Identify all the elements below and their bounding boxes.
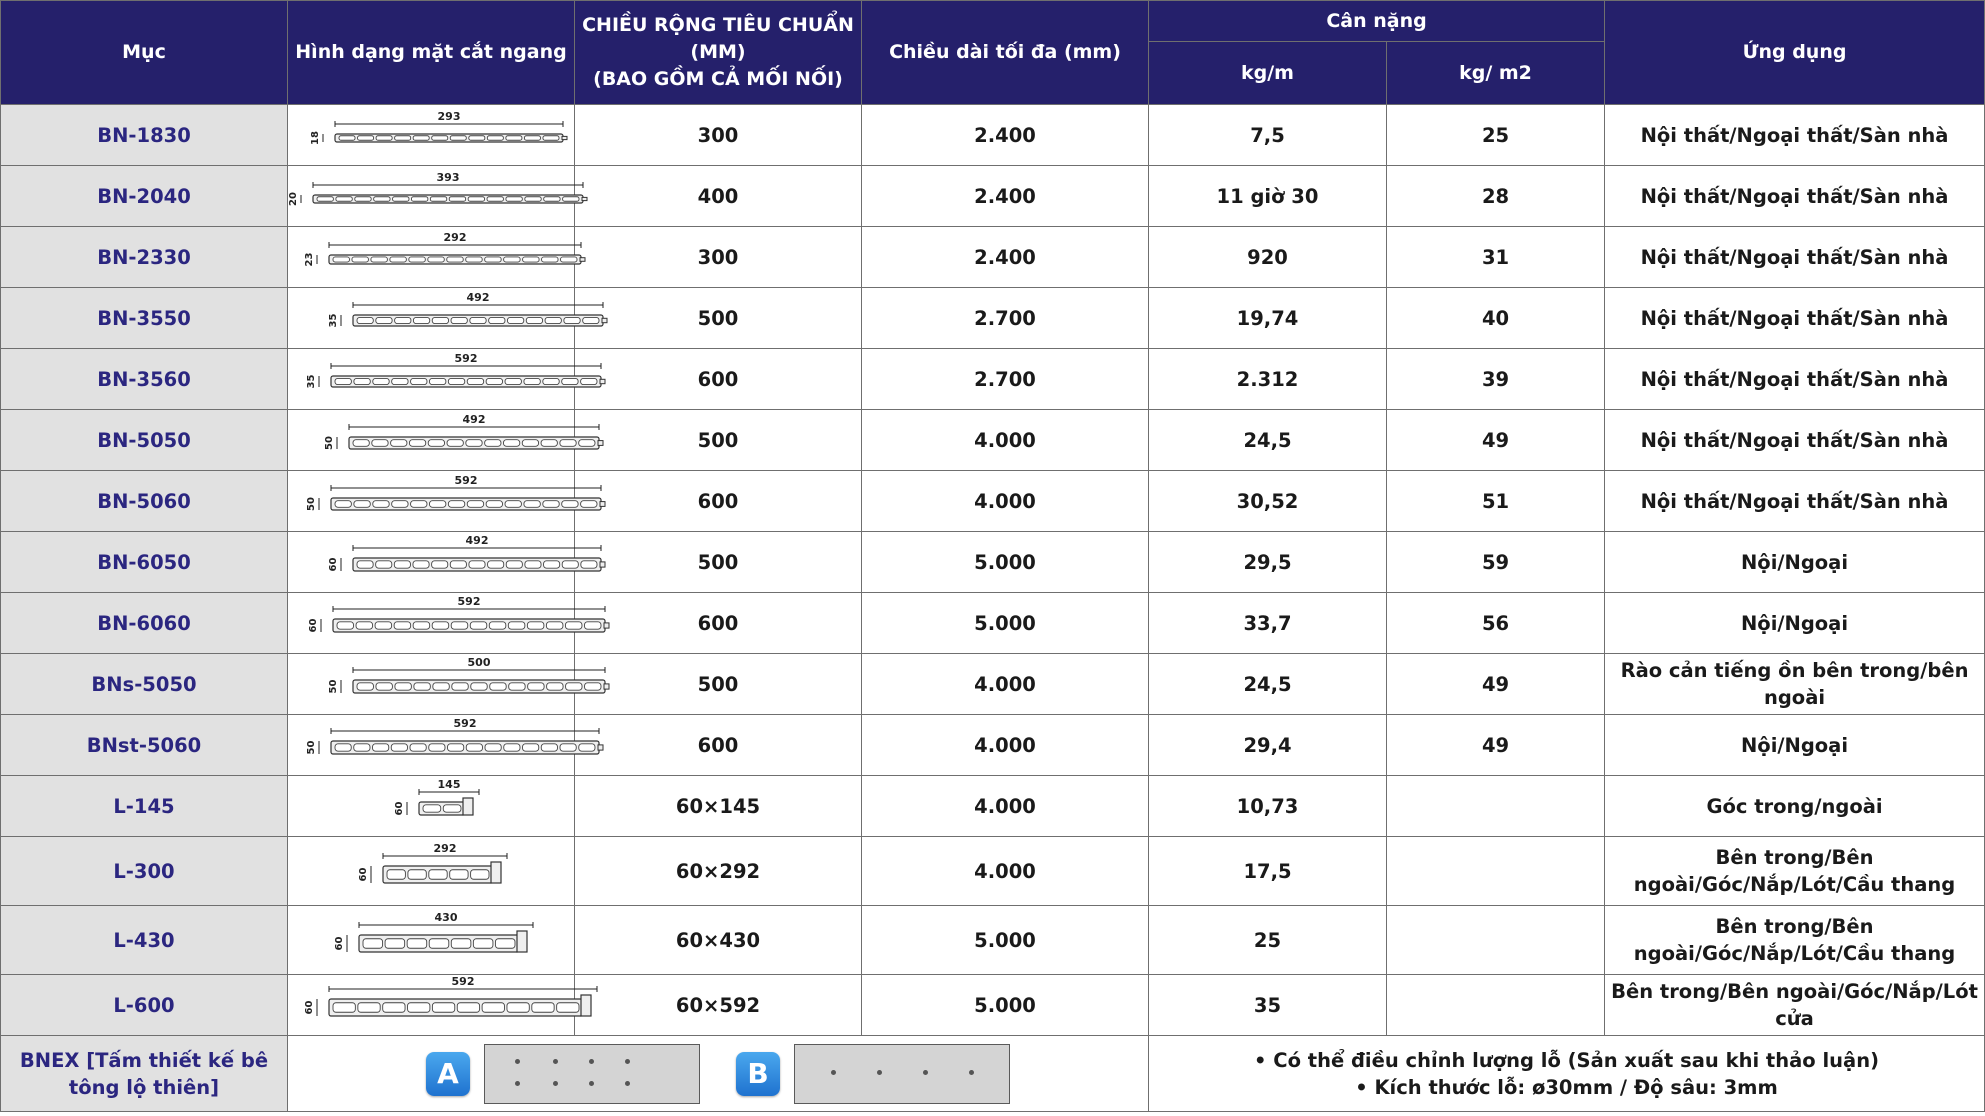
row-kgm: 11 giờ 30 (1149, 166, 1387, 227)
table-row (1, 227, 1985, 288)
row-application: Bên trong/Bên ngoài/Góc/Nắp/Lót/Cầu thang (1605, 906, 1985, 975)
dim-height-label: 60 (358, 867, 369, 882)
dim-height-label: 50 (324, 436, 335, 450)
cross-section-icon (291, 289, 571, 347)
dim-width-label: 292 (443, 231, 467, 244)
row-length: 4.000 (862, 410, 1149, 471)
row-kgm2 (1387, 776, 1605, 837)
row-kgm: 17,5 (1149, 837, 1387, 906)
dim-height-label: 18 (310, 131, 321, 145)
badge-a-icon: A (426, 1052, 470, 1096)
table-row (1, 654, 1985, 715)
hole-dot (553, 1081, 558, 1086)
table-row (1, 715, 1985, 776)
bnex-note-2: • Kích thước lỗ: ø30mm / Độ sâu: 3mm (1355, 1075, 1778, 1099)
dim-width-label: 292 (433, 842, 457, 855)
panel-a-pattern (484, 1044, 700, 1104)
row-application: Nội thất/Ngoại thất/Sàn nhà (1605, 227, 1985, 288)
dim-width-label: 500 (467, 656, 491, 669)
row-code: BN-1830 (1, 105, 288, 166)
panel-a-group (426, 1044, 700, 1104)
row-shape (288, 837, 575, 906)
row-length: 2.400 (862, 227, 1149, 288)
row-kgm: 19,74 (1149, 288, 1387, 349)
row-length: 5.000 (862, 532, 1149, 593)
dim-height-label: 20 (288, 192, 299, 206)
panel-b-pattern (794, 1044, 1010, 1104)
cross-section-icon (291, 350, 571, 408)
row-width: 600 (575, 715, 862, 776)
row-width: 60×292 (575, 837, 862, 906)
row-application: Rào cản tiếng ồn bên trong/bên ngoài (1605, 654, 1985, 715)
row-code: BN-2330 (1, 227, 288, 288)
row-width: 60×592 (575, 975, 862, 1036)
row-kgm2: 39 (1387, 349, 1605, 410)
row-application: Nội thất/Ngoại thất/Sàn nhà (1605, 105, 1985, 166)
row-application: Bên trong/Bên ngoài/Góc/Nắp/Lót/Cầu thang (1605, 837, 1985, 906)
row-kgm: 7,5 (1149, 105, 1387, 166)
row-kgm2: 56 (1387, 593, 1605, 654)
table-row (1, 975, 1985, 1036)
table-row (1, 776, 1985, 837)
hole-dot (589, 1059, 594, 1064)
bnex-notes (1149, 1036, 1985, 1112)
table-row (1, 410, 1985, 471)
dim-width-label: 492 (465, 534, 489, 547)
row-code: BN-2040 (1, 166, 288, 227)
table-row (1, 532, 1985, 593)
header-width-line3: (BAO GỒM CẢ MỐI NỐI) (593, 68, 843, 90)
table-body (1, 105, 1985, 1036)
cross-section-icon (291, 907, 571, 973)
row-width: 600 (575, 349, 862, 410)
row-application: Bên trong/Bên ngoài/Góc/Nắp/Lót cửa (1605, 975, 1985, 1036)
row-application: Nội thất/Ngoại thất/Sàn nhà (1605, 471, 1985, 532)
cross-section-icon (291, 594, 571, 652)
dim-height-label: 23 (304, 252, 315, 267)
header-application: Ứng dụng (1605, 1, 1985, 105)
dim-height-label: 60 (328, 557, 339, 572)
cross-section-icon (291, 655, 571, 713)
header-max-length: Chiều dài tối đa (mm) (862, 1, 1149, 105)
hole-dot (877, 1070, 882, 1075)
dim-width-label: 592 (454, 352, 478, 365)
hole-dot (831, 1070, 836, 1075)
row-kgm2: 59 (1387, 532, 1605, 593)
cross-section-icon (288, 167, 571, 225)
table-row (1, 471, 1985, 532)
row-length: 2.400 (862, 105, 1149, 166)
row-shape (288, 532, 575, 593)
row-length: 5.000 (862, 593, 1149, 654)
row-shape (288, 288, 575, 349)
row-application: Nội/Ngoại (1605, 715, 1985, 776)
row-code: BN-3560 (1, 349, 288, 410)
hole-dot (515, 1059, 520, 1064)
dim-width-label: 592 (451, 975, 475, 988)
dim-height-label: 50 (328, 679, 339, 694)
row-length: 5.000 (862, 906, 1149, 975)
hole-dot (969, 1070, 974, 1075)
row-length: 4.000 (862, 776, 1149, 837)
panel-b-group (736, 1044, 1010, 1104)
header-weight: Cân nặng (1149, 1, 1605, 42)
table-row (1, 906, 1985, 975)
row-application: Nội thất/Ngoại thất/Sàn nhà (1605, 288, 1985, 349)
row-length: 4.000 (862, 837, 1149, 906)
hole-dot (553, 1059, 558, 1064)
row-width: 600 (575, 471, 862, 532)
row-kgm2 (1387, 906, 1605, 975)
row-kgm: 30,52 (1149, 471, 1387, 532)
bnex-note-1: • Có thể điều chỉnh lượng lỗ (Sản xuất sau khi thảo luận) (1254, 1048, 1879, 1072)
row-kgm2: 25 (1387, 105, 1605, 166)
row-code: BN-5060 (1, 471, 288, 532)
row-width: 500 (575, 654, 862, 715)
row-shape (288, 227, 575, 288)
dim-width-label: 592 (454, 474, 478, 487)
row-shape (288, 471, 575, 532)
row-shape (288, 410, 575, 471)
table-row (1, 837, 1985, 906)
row-kgm2 (1387, 837, 1605, 906)
cross-section-icon (291, 106, 571, 164)
row-kgm: 29,4 (1149, 715, 1387, 776)
hole-dot (625, 1059, 630, 1064)
row-kgm2: 28 (1387, 166, 1605, 227)
cross-section-icon (291, 533, 571, 591)
dim-height-label: 60 (308, 618, 319, 633)
row-kgm2: 51 (1387, 471, 1605, 532)
dim-height-label: 50 (306, 740, 317, 755)
row-shape (288, 975, 575, 1036)
dim-width-label: 492 (462, 413, 486, 426)
row-code: BNst-5060 (1, 715, 288, 776)
row-code: BN-6050 (1, 532, 288, 593)
dim-width-label: 592 (453, 717, 477, 730)
row-width: 500 (575, 410, 862, 471)
row-code: BNs-5050 (1, 654, 288, 715)
dim-height-label: 35 (306, 374, 317, 389)
row-shape (288, 654, 575, 715)
cross-section-icon (291, 838, 571, 904)
row-shape (288, 593, 575, 654)
row-kgm: 920 (1149, 227, 1387, 288)
table-row (1, 105, 1985, 166)
row-kgm: 2.312 (1149, 349, 1387, 410)
dim-height-label: 60 (304, 1000, 315, 1015)
cross-section-icon (291, 228, 571, 286)
row-kgm2 (1387, 975, 1605, 1036)
cross-section-icon (291, 472, 571, 530)
row-width: 600 (575, 593, 862, 654)
row-width: 300 (575, 105, 862, 166)
row-application: Nội/Ngoại (1605, 532, 1985, 593)
row-kgm: 35 (1149, 975, 1387, 1036)
row-kgm: 33,7 (1149, 593, 1387, 654)
row-shape (288, 166, 575, 227)
table-row (1, 288, 1985, 349)
dim-height-label: 60 (334, 936, 345, 951)
header-width-line1: CHIỀU RỘNG TIÊU CHUẨN (582, 14, 854, 36)
cross-section-icon (291, 716, 571, 774)
row-kgm2: 49 (1387, 715, 1605, 776)
row-length: 5.000 (862, 975, 1149, 1036)
bnex-title: BNEX [Tấm thiết kế bê tông lộ thiên] (1, 1036, 288, 1112)
table-row (1, 166, 1985, 227)
row-shape (288, 715, 575, 776)
bnex-panels (288, 1036, 1149, 1112)
row-code: L-600 (1, 975, 288, 1036)
cross-section-icon (291, 976, 571, 1034)
dim-height-label: 35 (328, 313, 339, 328)
header-weight-kgm2: kg/ m2 (1387, 42, 1605, 105)
row-code: L-145 (1, 776, 288, 837)
row-width: 60×430 (575, 906, 862, 975)
header-width-line2: (MM) (690, 41, 746, 63)
dim-height-label: 50 (306, 497, 317, 511)
hole-dot (923, 1070, 928, 1075)
row-shape (288, 105, 575, 166)
row-kgm: 25 (1149, 906, 1387, 975)
header-weight-kgm: kg/m (1149, 42, 1387, 105)
row-application: Góc trong/ngoài (1605, 776, 1985, 837)
cross-section-icon (291, 777, 571, 835)
row-kgm2: 31 (1387, 227, 1605, 288)
row-kgm2: 40 (1387, 288, 1605, 349)
row-length: 4.000 (862, 654, 1149, 715)
row-width: 400 (575, 166, 862, 227)
row-width: 500 (575, 288, 862, 349)
bnex-row (1, 1036, 1985, 1112)
row-shape (288, 906, 575, 975)
dim-width-label: 592 (457, 595, 481, 608)
row-shape (288, 776, 575, 837)
row-code: L-430 (1, 906, 288, 975)
dim-width-label: 145 (437, 778, 461, 791)
header-width (575, 1, 862, 105)
hole-dot (515, 1081, 520, 1086)
row-kgm: 24,5 (1149, 654, 1387, 715)
row-kgm2: 49 (1387, 410, 1605, 471)
row-kgm: 29,5 (1149, 532, 1387, 593)
header-shape: Hình dạng mặt cắt ngang (288, 1, 575, 105)
hole-dot (625, 1081, 630, 1086)
row-width: 500 (575, 532, 862, 593)
row-width: 300 (575, 227, 862, 288)
row-application: Nội thất/Ngoại thất/Sàn nhà (1605, 349, 1985, 410)
dim-height-label: 60 (394, 801, 405, 816)
dim-width-label: 430 (434, 911, 458, 924)
row-code: BN-5050 (1, 410, 288, 471)
row-shape (288, 349, 575, 410)
table-row (1, 349, 1985, 410)
row-code: BN-3550 (1, 288, 288, 349)
cross-section-icon (291, 411, 571, 469)
row-length: 4.000 (862, 715, 1149, 776)
table-row (1, 593, 1985, 654)
row-code: L-300 (1, 837, 288, 906)
dim-width-label: 492 (466, 291, 490, 304)
badge-b-icon: B (736, 1052, 780, 1096)
hole-dot (589, 1081, 594, 1086)
row-length: 2.400 (862, 166, 1149, 227)
row-length: 2.700 (862, 288, 1149, 349)
dim-width-label: 293 (437, 110, 461, 123)
row-application: Nội thất/Ngoại thất/Sàn nhà (1605, 410, 1985, 471)
row-kgm: 10,73 (1149, 776, 1387, 837)
row-application: Nội thất/Ngoại thất/Sàn nhà (1605, 166, 1985, 227)
row-kgm2: 49 (1387, 654, 1605, 715)
row-length: 2.700 (862, 349, 1149, 410)
dim-width-label: 393 (436, 171, 460, 184)
row-width: 60×145 (575, 776, 862, 837)
row-length: 4.000 (862, 471, 1149, 532)
header-item: Mục (1, 1, 288, 105)
row-application: Nội/Ngoại (1605, 593, 1985, 654)
row-kgm: 24,5 (1149, 410, 1387, 471)
row-code: BN-6060 (1, 593, 288, 654)
